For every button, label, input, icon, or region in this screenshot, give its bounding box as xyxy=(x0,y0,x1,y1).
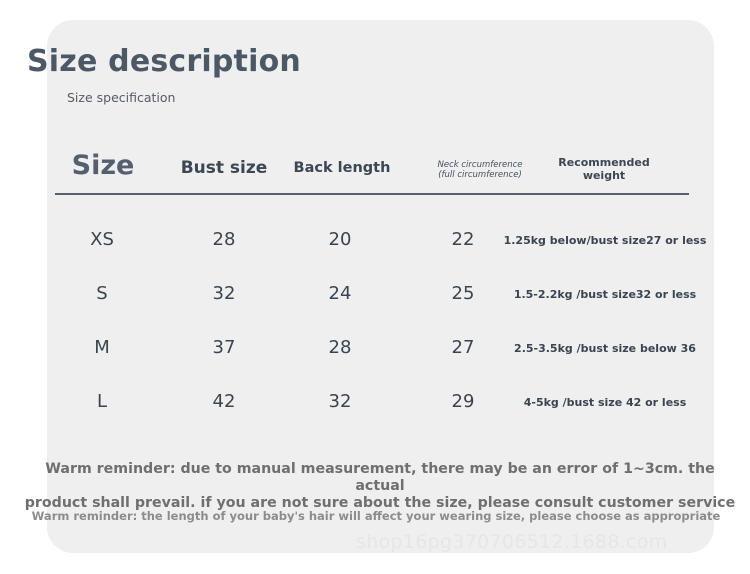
cell-size: S xyxy=(96,283,108,304)
cell-bust: 37 xyxy=(212,337,236,358)
cell-neck: 25 xyxy=(451,283,475,304)
measurement-reminder xyxy=(20,461,740,512)
cell-weight: 1.25kg below/bust size27 or less xyxy=(503,234,707,247)
cell-size: M xyxy=(94,337,110,358)
hair-reminder: Warm reminder: the length of your baby's hair will affect your wearing size, please choose as appropriate xyxy=(31,509,721,523)
cell-back: 24 xyxy=(328,283,352,304)
page-title: Size description xyxy=(27,44,301,79)
header-divider xyxy=(55,193,689,195)
cell-size: L xyxy=(96,391,108,412)
table-row xyxy=(0,337,750,367)
cell-bust: 42 xyxy=(212,391,236,412)
cell-back: 20 xyxy=(328,229,352,250)
measurement-reminder-line2: product shall prevail. if you are not sure about the size, please consult customer service xyxy=(24,495,736,511)
header-size: Size xyxy=(71,150,135,181)
cell-back: 32 xyxy=(328,391,352,412)
cell-size: XS xyxy=(90,229,114,250)
shop-watermark: shop16pg370706512.1688.com xyxy=(356,531,668,553)
cell-neck: 29 xyxy=(451,391,475,412)
header-bust-size: Bust size xyxy=(180,158,268,178)
cell-back: 28 xyxy=(328,337,352,358)
page-subtitle: Size specification xyxy=(67,90,176,105)
cell-bust: 28 xyxy=(212,229,236,250)
header-back-length: Back length xyxy=(293,160,391,176)
table-row xyxy=(0,283,750,313)
cell-weight: 1.5-2.2kg /bust size32 or less xyxy=(513,288,697,301)
cell-neck: 22 xyxy=(451,229,475,250)
cell-weight: 4-5kg /bust size 42 or less xyxy=(523,396,687,409)
table-row xyxy=(0,391,750,421)
measurement-reminder-line1: Warm reminder: due to manual measurement, there may be an error of 1~3cm. the actual xyxy=(45,461,715,494)
header-weight-line1: Recommended xyxy=(558,156,650,169)
cell-weight: 2.5-3.5kg /bust size below 36 xyxy=(514,342,696,355)
cell-bust: 32 xyxy=(212,283,236,304)
header-recommended-weight xyxy=(550,157,658,182)
header-neck-line2: (full circumference) xyxy=(438,170,522,180)
header-weight-line2: weight xyxy=(582,168,626,182)
header-neck-line1: Neck circumference xyxy=(437,160,523,170)
table-row xyxy=(0,229,750,259)
cell-neck: 27 xyxy=(451,337,475,358)
header-neck-circumference xyxy=(430,160,530,180)
